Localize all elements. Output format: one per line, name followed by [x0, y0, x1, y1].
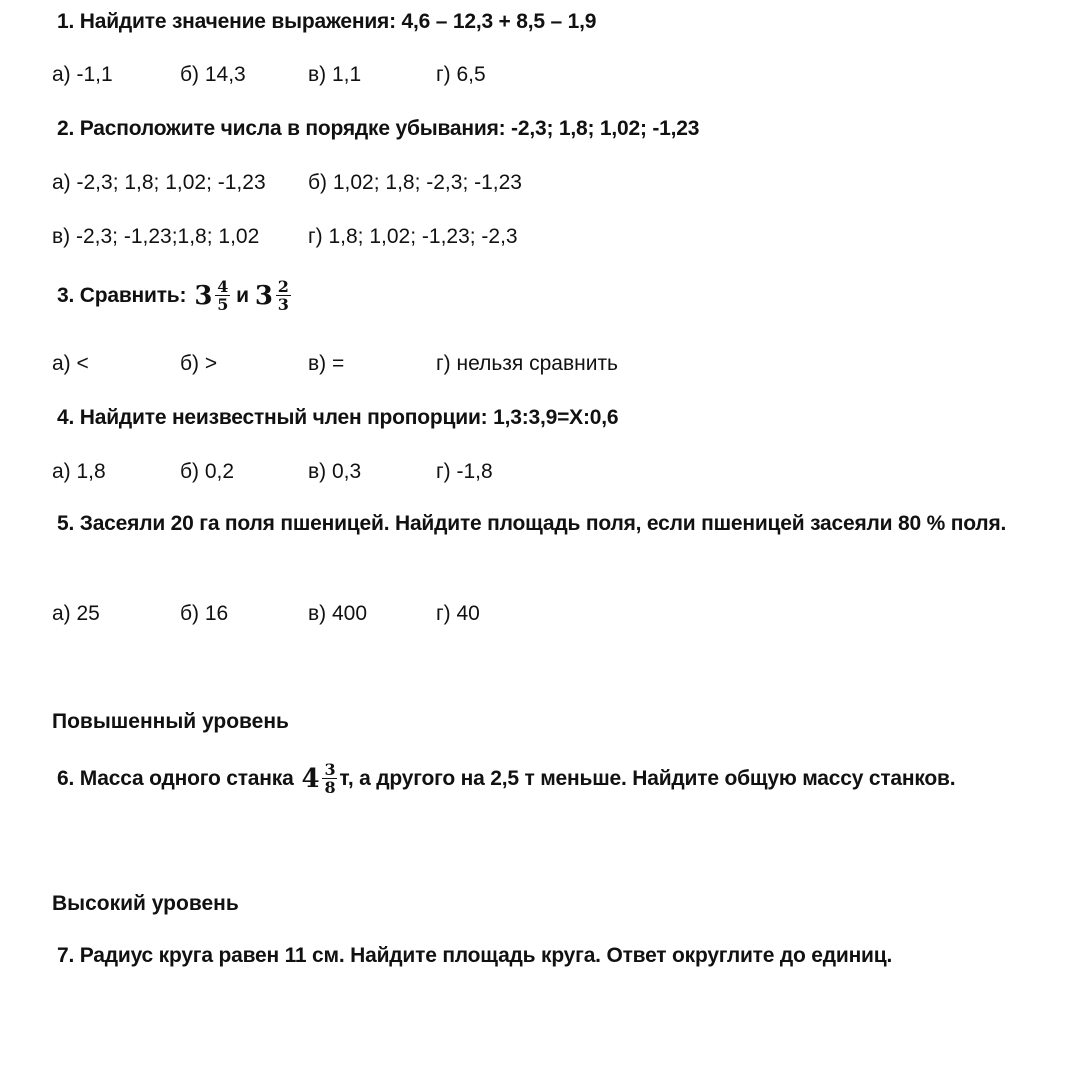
q1-option-d: г) 6,5 [436, 63, 486, 86]
question-1: 1. Найдите значение выражения: 4,6 – 12,3 + 8,5 – 1,9 [57, 10, 597, 33]
question-6-suffix: т, а другого на 2,5 т меньше. Найдите общую массу станков. [339, 766, 956, 790]
mixed-b-whole: 3 [254, 280, 273, 311]
q5-option-a: а) 25 [52, 602, 100, 625]
q1-option-b: б) 14,3 [180, 63, 246, 86]
q2-option-d: г) 1,8; 1,02; -1,23; -2,3 [308, 225, 518, 248]
q1-option-a: а) -1,1 [52, 63, 113, 86]
fraction-mass-denominator: 8 [324, 778, 336, 797]
q5-option-c: в) 400 [308, 602, 368, 625]
level-heading-high: Высокий уровень [52, 892, 239, 915]
q2-option-a: а) -2,3; 1,8; 1,02; -1,23 [52, 171, 266, 194]
mixed-number-b [255, 278, 291, 313]
q2-option-b: б) 1,02; 1,8; -2,3; -1,23 [308, 171, 522, 194]
fraction-a-denominator: 5 [217, 295, 229, 314]
question-3 [57, 278, 291, 313]
question-4: 4. Найдите неизвестный член пропорции: 1,3:3,9=X:0,6 [57, 406, 619, 429]
fraction-b [276, 278, 291, 313]
question-7: 7. Радиус круга равен 11 см. Найдите площадь круга. Ответ округлите до единиц. [57, 944, 893, 967]
q5-option-d: г) 40 [436, 602, 480, 625]
fraction-b-numerator: 2 [277, 277, 289, 296]
mixed-a-whole: 3 [194, 280, 213, 311]
q3-option-c: в) = [308, 352, 345, 375]
fraction-mass-numerator: 3 [324, 760, 336, 779]
q2-option-c: в) -2,3; -1,23;1,8; 1,02 [52, 225, 260, 248]
question-3-conjunction: и [236, 283, 249, 307]
q1-option-c: в) 1,1 [308, 63, 362, 86]
q3-option-b: б) > [180, 352, 218, 375]
mixed-mass-whole: 4 [301, 763, 320, 794]
mixed-number-a [194, 278, 230, 313]
q3-option-d: г) нельзя сравнить [436, 352, 618, 375]
mixed-number-mass [302, 761, 338, 796]
question-6-prefix: 6. Масса одного станка [57, 766, 294, 790]
fraction-mass [322, 761, 337, 796]
question-6 [57, 761, 955, 796]
question-5: 5. Засеяли 20 га поля пшеницей. Найдите площадь поля, если пшеницей засеяли 80 % поля. [57, 512, 1007, 535]
q4-option-a: а) 1,8 [52, 460, 106, 483]
q5-option-b: б) 16 [180, 602, 229, 625]
level-heading-advanced: Повышенный уровень [52, 710, 289, 733]
q3-option-a: а) < [52, 352, 89, 375]
fraction-a-numerator: 4 [217, 277, 229, 296]
fraction-b-denominator: 3 [277, 295, 289, 314]
q4-option-c: в) 0,3 [308, 460, 362, 483]
question-3-prefix: 3. Сравнить: [57, 283, 187, 307]
q4-option-d: г) -1,8 [436, 460, 493, 483]
fraction-a [215, 278, 230, 313]
q4-option-b: б) 0,2 [180, 460, 235, 483]
question-2: 2. Расположите числа в порядке убывания: -2,3; 1,8; 1,02; -1,23 [57, 117, 700, 140]
